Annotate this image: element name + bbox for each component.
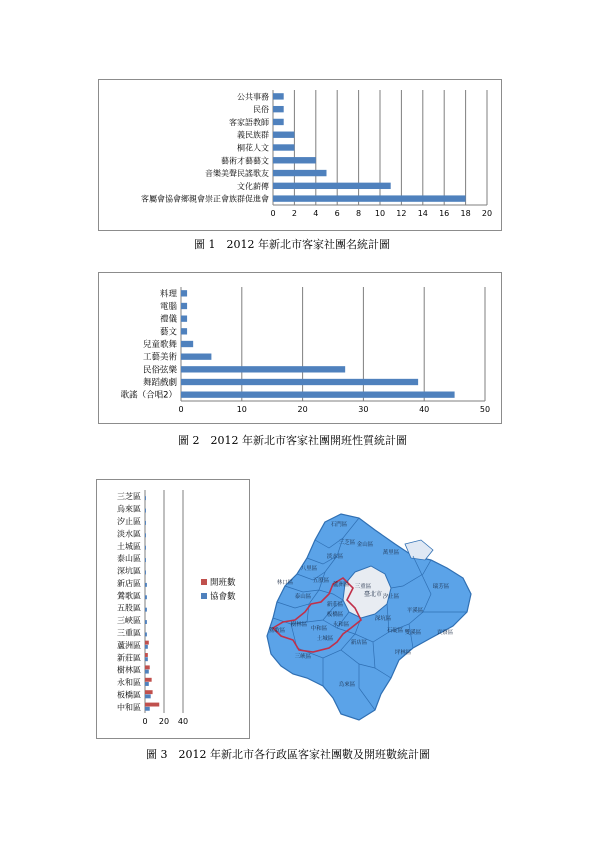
- category-label: 文化薪傳: [237, 181, 269, 191]
- chart-frame-fig1: [98, 79, 502, 231]
- legend-swatch: [201, 579, 207, 585]
- district-label: 烏來區: [338, 682, 356, 688]
- bar-associations: [145, 496, 146, 500]
- category-label: 工藝美術: [142, 352, 177, 363]
- bar: [273, 144, 294, 150]
- bar: [181, 354, 211, 360]
- chart-frame-fig3: [96, 479, 250, 739]
- chart-frame-fig2: [98, 272, 502, 424]
- category-label: 藝文: [159, 327, 177, 338]
- bar-associations: [145, 645, 148, 649]
- category-label: 藝術才藝藝文: [221, 156, 269, 166]
- bar-associations: [145, 682, 149, 686]
- district-label: 永和區: [332, 622, 350, 628]
- bar-associations: [145, 657, 148, 661]
- category-label: 客屬會協會鄉親會崇正會族群促進會: [141, 194, 269, 204]
- x-tick-label: 2: [291, 209, 297, 218]
- district-label: 瑞芳區: [432, 584, 450, 590]
- category-label: 新莊區: [117, 653, 141, 663]
- category-label: 土城區: [117, 541, 141, 551]
- district-label: 雙溪區: [404, 630, 422, 636]
- category-label: 歌謠（合唱2）: [120, 390, 177, 401]
- bar: [273, 132, 294, 138]
- bar-classes: [145, 703, 159, 707]
- x-tick-label: 16: [439, 209, 450, 218]
- district-label: 鶯歌區: [268, 628, 286, 634]
- caption-fig2: 圖 2 2012 年新北市客家社團開班性質統計圖: [178, 434, 407, 447]
- legend-swatch: [201, 593, 207, 599]
- bar: [181, 303, 187, 309]
- bar-associations: [145, 608, 147, 612]
- bar-classes: [145, 690, 153, 694]
- legend-label: 開班數: [210, 578, 236, 588]
- x-tick-label: 14: [417, 209, 428, 218]
- bar-associations: [145, 620, 147, 624]
- x-tick-label: 20: [481, 209, 493, 218]
- x-tick-label: 40: [419, 405, 430, 414]
- x-tick-label: 18: [460, 209, 471, 218]
- bar-associations: [145, 595, 147, 599]
- x-tick-label: 20: [297, 405, 308, 414]
- x-tick-label: 8: [356, 209, 362, 218]
- category-label: 板橋區: [117, 690, 141, 700]
- category-label: 客家語教師: [229, 117, 269, 127]
- category-label: 鶯歌區: [117, 591, 141, 601]
- district-label: 貢寮區: [436, 630, 454, 636]
- district-label: 三芝區: [338, 540, 356, 546]
- category-label: 泰山區: [117, 554, 141, 564]
- category-label: 永和區: [117, 678, 141, 688]
- bar: [273, 106, 284, 112]
- district-label: 蘆洲區: [332, 582, 350, 588]
- x-tick-label: 20: [158, 717, 170, 726]
- bar-associations: [145, 509, 146, 513]
- district-label: 泰山區: [294, 594, 312, 600]
- bar: [273, 157, 316, 163]
- bar: [273, 119, 284, 125]
- district-label: 坪林區: [394, 650, 412, 656]
- bar-associations: [145, 558, 146, 562]
- district-label: 中和區: [310, 626, 328, 632]
- category-label: 禮儀: [159, 314, 177, 325]
- x-tick-label: 6: [334, 209, 340, 218]
- category-label: 料理: [159, 289, 177, 300]
- district-label: 樹林區: [290, 622, 308, 628]
- category-label: 烏來區: [117, 504, 141, 514]
- category-label: 三重區: [117, 628, 141, 638]
- category-label: 蘆洲區: [117, 640, 141, 650]
- category-label: 淡水區: [117, 529, 141, 539]
- x-tick-label: 40: [177, 717, 189, 726]
- category-label: 民俗: [253, 105, 269, 115]
- category-label: 桐花人文: [237, 143, 269, 153]
- district-map: [263, 508, 475, 726]
- bar: [273, 183, 391, 189]
- district-label: 淡水區: [326, 554, 344, 560]
- bar: [273, 170, 327, 176]
- category-label: 新店區: [117, 578, 141, 588]
- legend-label: 協會數: [210, 592, 236, 602]
- bar-chart-fig1: [99, 80, 501, 230]
- bar-associations: [145, 546, 146, 550]
- category-label: 公共事務: [237, 92, 269, 102]
- district-label: 八里區: [300, 566, 318, 572]
- x-tick-label: 4: [313, 209, 319, 218]
- bar-classes: [145, 678, 152, 682]
- x-tick-label: 0: [178, 405, 184, 414]
- bar: [181, 328, 187, 334]
- x-tick-label: 12: [396, 209, 407, 218]
- district-label: 板橋區: [326, 612, 344, 618]
- bar-associations: [145, 632, 147, 636]
- city-label: 臺北市: [363, 591, 383, 598]
- bar: [273, 195, 466, 201]
- category-label: 電腦: [159, 302, 177, 312]
- category-label: 中和區: [117, 702, 141, 712]
- category-label: 民俗弦樂: [142, 365, 177, 376]
- district-label: 三峽區: [294, 654, 312, 660]
- category-label: 樹林區: [117, 665, 141, 675]
- bar: [181, 392, 455, 398]
- category-label: 兒童歌舞: [142, 340, 177, 350]
- district-label: 新店區: [350, 640, 368, 646]
- category-label: 三峽區: [117, 616, 141, 626]
- district-label: 石門區: [330, 522, 348, 528]
- bar: [181, 290, 187, 296]
- district-label: 萬里區: [382, 550, 400, 556]
- bar-chart-fig2: [99, 273, 501, 423]
- category-label: 汐止區: [117, 516, 141, 526]
- district-label: 金山區: [356, 542, 374, 548]
- caption-fig1: 圖 1 2012 年新北市客家社團名統計圖: [194, 238, 390, 251]
- bar-associations: [145, 571, 146, 575]
- district-label: 深坑區: [374, 616, 392, 622]
- district-label: 平溪區: [406, 608, 424, 614]
- bar-classes: [145, 653, 148, 657]
- x-tick-label: 0: [270, 209, 276, 218]
- category-label: 義民族群: [237, 130, 269, 140]
- bar-associations: [145, 583, 147, 587]
- bar-associations: [145, 521, 146, 525]
- category-label: 深坑區: [117, 566, 141, 576]
- bar: [273, 93, 284, 99]
- bar-associations: [145, 670, 149, 674]
- district-label: 新莊區: [326, 602, 344, 608]
- bar: [181, 341, 193, 347]
- bar-associations: [145, 533, 146, 537]
- district-label: 林口區: [276, 580, 294, 586]
- x-tick-label: 0: [142, 717, 148, 726]
- district-label: 汐止區: [382, 594, 400, 600]
- district-label: 石碇區: [386, 628, 404, 634]
- bar-associations: [145, 694, 151, 698]
- caption-fig3: 圖 3 2012 年新北市各行政區客家社團數及開班數統計圖: [146, 748, 430, 761]
- bar-classes: [145, 641, 149, 645]
- category-label: 舞蹈戲劇: [142, 378, 177, 388]
- bar-chart-fig3: [97, 480, 249, 738]
- x-tick-label: 10: [236, 405, 247, 414]
- x-tick-label: 30: [358, 405, 369, 414]
- district-label: 五股區: [312, 578, 330, 584]
- bar: [181, 316, 187, 322]
- bar-classes: [145, 665, 150, 669]
- x-tick-label: 10: [374, 209, 386, 218]
- district-label: 土城區: [316, 636, 334, 642]
- bar-associations: [145, 707, 150, 711]
- category-label: 音樂美聲民謠歌友: [205, 169, 269, 179]
- category-label: 三芝區: [117, 492, 141, 502]
- x-tick-label: 50: [479, 405, 491, 414]
- category-label: 五股區: [117, 603, 141, 613]
- bar: [181, 379, 418, 385]
- bar: [181, 366, 345, 372]
- district-label: 三重區: [354, 584, 372, 590]
